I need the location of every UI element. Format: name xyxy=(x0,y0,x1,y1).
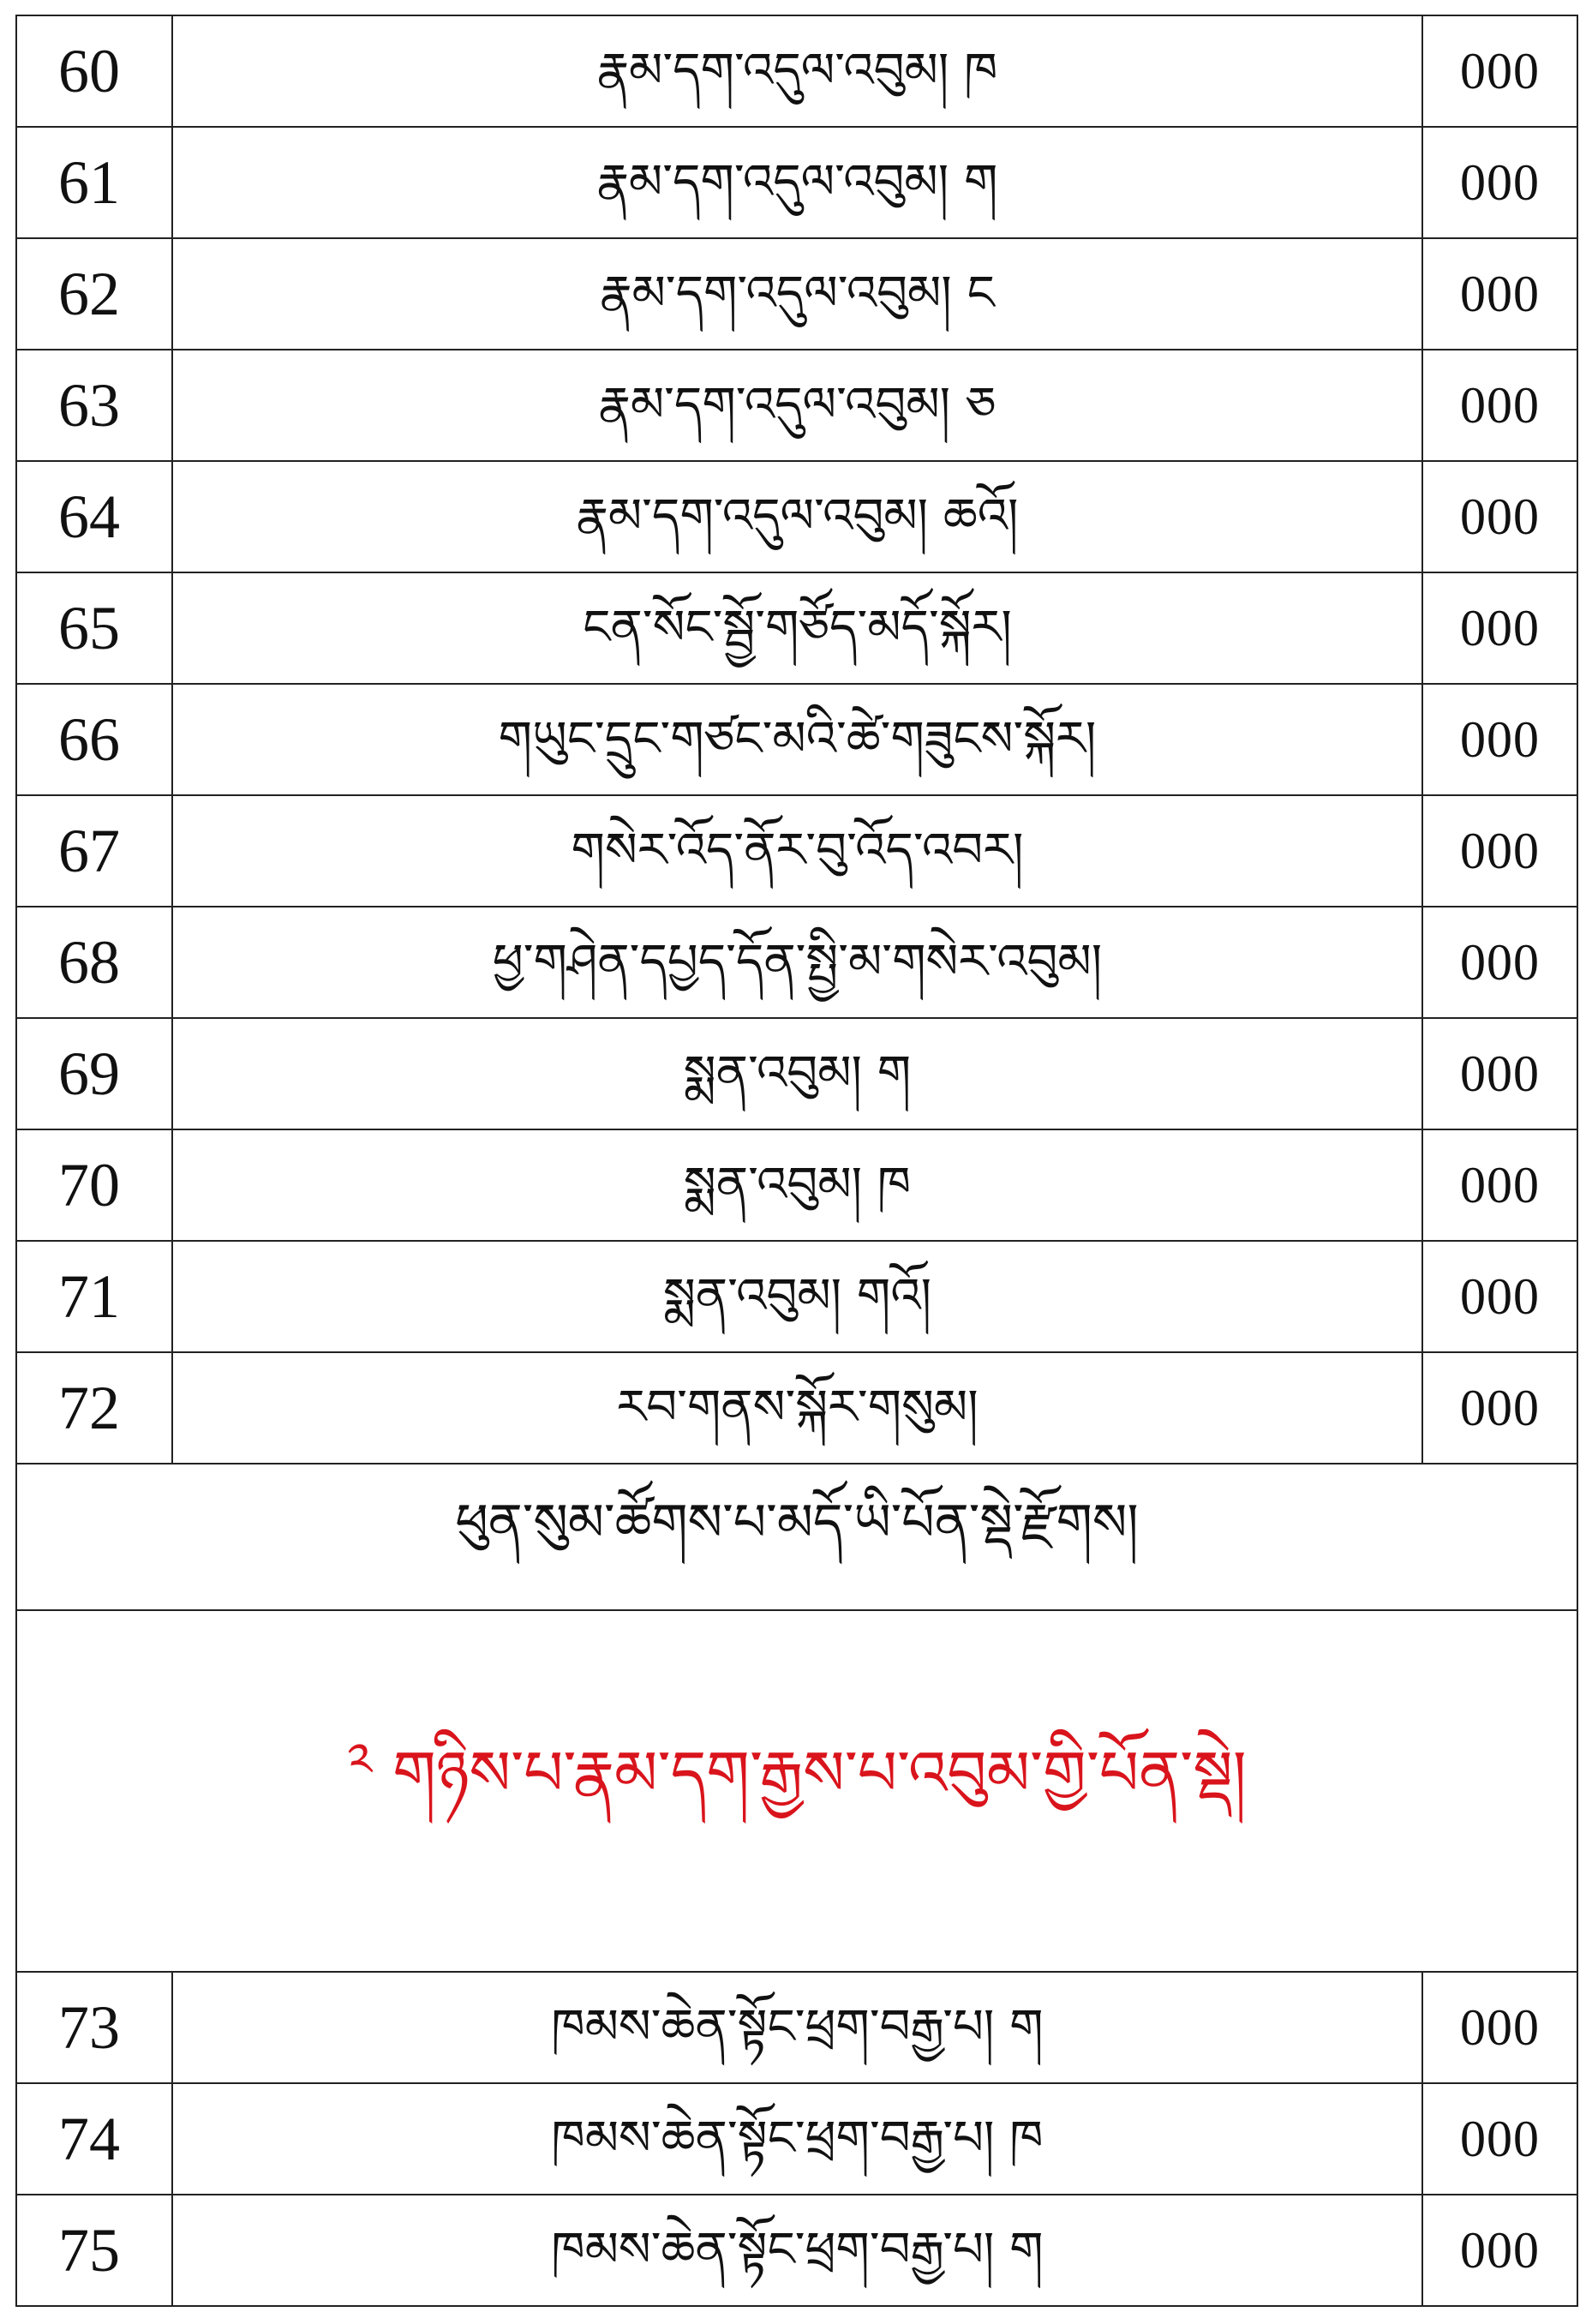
entry-number: 61 xyxy=(16,127,172,238)
toc-row xyxy=(16,15,1577,127)
entry-page: 000 xyxy=(1422,1241,1577,1352)
toc-row xyxy=(16,1352,1577,1464)
entry-number: 60 xyxy=(16,15,172,127)
entry-title: ངན་སོང་སྦྱོ་གཙོད་མདོ་སྐོར། xyxy=(172,572,1422,684)
entry-page: 000 xyxy=(1422,1972,1577,2083)
entry-number: 72 xyxy=(16,1352,172,1464)
entry-page: 000 xyxy=(1422,1018,1577,1129)
toc-row xyxy=(16,1972,1577,2083)
entry-number: 64 xyxy=(16,461,172,572)
entry-page: 000 xyxy=(1422,15,1577,127)
entry-title: ཁམས་ཆེན་སྟོང་ཕྲག་བརྒྱ་པ། ཁ xyxy=(172,2083,1422,2195)
entry-page: 000 xyxy=(1422,1352,1577,1464)
entry-title: ཁམས་ཆེན་སྟོང་ཕྲག་བརྒྱ་པ། ག xyxy=(172,2195,1422,2306)
entry-title: རྣམ་དག་འདུལ་འབུམ། ག xyxy=(172,127,1422,238)
entry-page: 000 xyxy=(1422,795,1577,907)
entry-title: རྣམ་དག་འདུལ་འབུམ། ང xyxy=(172,238,1422,350)
entry-number: 67 xyxy=(16,795,172,907)
entry-number: 62 xyxy=(16,238,172,350)
toc-table xyxy=(15,15,1578,2307)
toc-row xyxy=(16,795,1577,907)
toc-row xyxy=(16,1018,1577,1129)
toc-row xyxy=(16,238,1577,350)
toc-row xyxy=(16,1129,1577,1241)
entry-page: 000 xyxy=(1422,2195,1577,2306)
entry-number: 66 xyxy=(16,684,172,795)
toc-row xyxy=(16,461,1577,572)
chapter-number: ༢ xyxy=(347,1733,373,1789)
entry-page: 000 xyxy=(1422,572,1577,684)
toc-body xyxy=(16,15,1577,2306)
entry-title: རྣམ་དག་འདུལ་འབུམ། ཅ xyxy=(172,350,1422,461)
section-footer: ཕུན་སུམ་ཚོགས་པ་མདོ་ཡི་པོན་སྡེ་རྫོགས། xyxy=(16,1464,1577,1610)
entry-page: 000 xyxy=(1422,2083,1577,2195)
entry-number: 73 xyxy=(16,1972,172,2083)
toc-row xyxy=(16,572,1577,684)
entry-title: སྨན་འབུམ། ག xyxy=(172,1018,1422,1129)
entry-number: 71 xyxy=(16,1241,172,1352)
entry-number: 75 xyxy=(16,2195,172,2306)
entry-title: ཕྱ་གཤེན་དཔྱད་དོན་སྤྱི་མ་གསེར་འབུམ། xyxy=(172,907,1422,1018)
entry-page: 000 xyxy=(1422,461,1577,572)
entry-title: གཡུང་དྲུང་གཙང་མའི་ཚེ་གཟུངས་སྐོར། xyxy=(172,684,1422,795)
entry-title: རྣམ་དག་འདུལ་འབུམ། ཆའོ། xyxy=(172,461,1422,572)
chapter-heading-row xyxy=(16,1610,1577,1972)
toc-row xyxy=(16,684,1577,795)
entry-page: 000 xyxy=(1422,238,1577,350)
toc-row xyxy=(16,2195,1577,2306)
entry-page: 000 xyxy=(1422,684,1577,795)
entry-page: 000 xyxy=(1422,350,1577,461)
entry-number: 69 xyxy=(16,1018,172,1129)
entry-number: 63 xyxy=(16,350,172,461)
chapter-title: གཉིས་པ་རྣམ་དག་རྒྱས་པ་འབུམ་གྱི་པོན་སྡེ། xyxy=(392,1736,1247,1809)
toc-row xyxy=(16,2083,1577,2195)
entry-title: སྨན་འབུམ། གའོ། xyxy=(172,1241,1422,1352)
entry-number: 74 xyxy=(16,2083,172,2195)
entry-number: 70 xyxy=(16,1129,172,1241)
entry-title: གསེར་འོད་ནོར་བུ་འོད་འབར། xyxy=(172,795,1422,907)
entry-number: 65 xyxy=(16,572,172,684)
entry-title: ཁམས་ཆེན་སྟོང་ཕྲག་བརྒྱ་པ། ག xyxy=(172,1972,1422,2083)
entry-title: རབ་གནས་སྐོར་གསུམ། xyxy=(172,1352,1422,1464)
section-footer-row xyxy=(16,1464,1577,1610)
entry-title: རྣམ་དག་འདུལ་འབུམ། ཁ xyxy=(172,15,1422,127)
toc-page xyxy=(15,15,1577,2311)
entry-page: 000 xyxy=(1422,127,1577,238)
toc-row xyxy=(16,127,1577,238)
toc-row xyxy=(16,907,1577,1018)
entry-title: སྨན་འབུམ། ཁ xyxy=(172,1129,1422,1241)
chapter-heading xyxy=(16,1610,1577,1972)
entry-number: 68 xyxy=(16,907,172,1018)
entry-page: 000 xyxy=(1422,1129,1577,1241)
toc-row xyxy=(16,350,1577,461)
toc-row xyxy=(16,1241,1577,1352)
entry-page: 000 xyxy=(1422,907,1577,1018)
